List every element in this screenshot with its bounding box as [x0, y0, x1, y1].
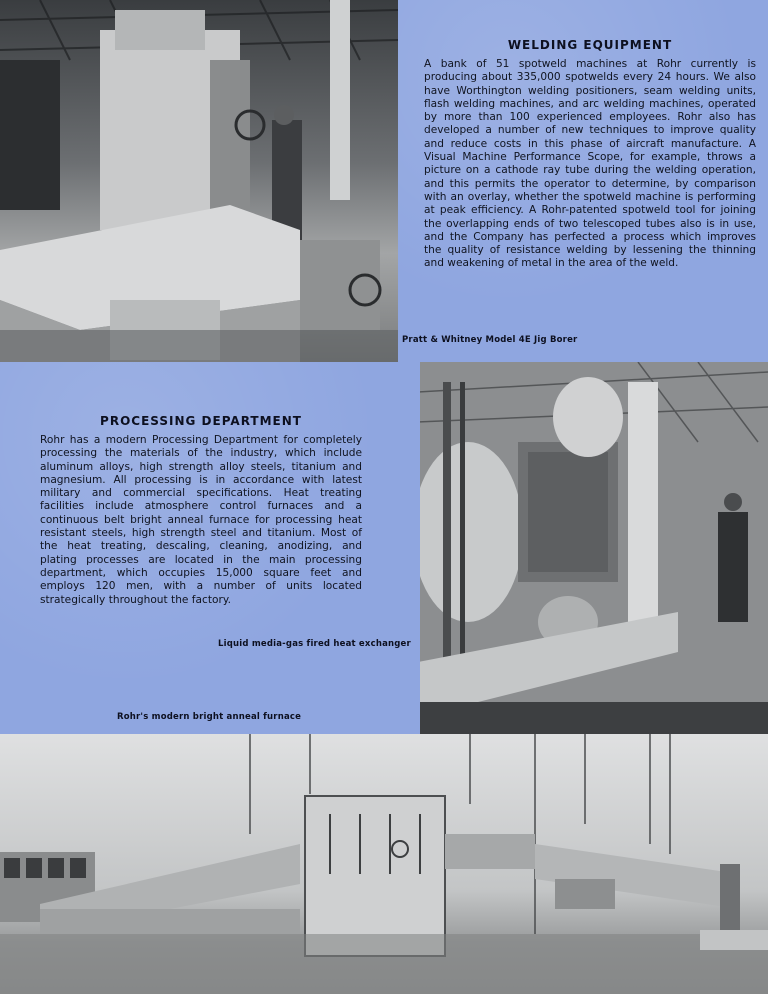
anneal-furnace-photo: [0, 734, 768, 994]
jig-borer-photo: [0, 0, 398, 362]
heat-exchanger-photo: [398, 362, 768, 734]
welding-body: A bank of 51 spotweld machines at Rohr currently is producing about 335,000 spotwelds every 24 hours. We also have Worthington welding positioners, seam welding units, flash welding machines, and arc welding machines, operated by more than 100 experienced employees. Rohr also has developed a number of new techniques to improve quality and reduce costs in this phase of aircraft manufacture. A Visual Machine Performance Scope, for example, throws a picture on a cathode ray tube during the welding operation, and this permits the operator to determine, by comparison with an overlay, whether the spotweld machine is performing at peak efficiency. A Rohr-patented spotweld tool for joining the overlapping ends of two telescoped tubes also is in use, and the Company has perfected a process which improves the quality of resistance welding by lessening the thinning and weakening of metal in the area of the weld.: [424, 58, 756, 270]
anneal-furnace-caption: Rohr's modern bright anneal furnace: [117, 712, 302, 722]
processing-body: Rohr has a modern Processing Department for completely processing the materials of the industry, which include aluminum alloys, high strength alloy steels, titanium and magnesium. All processing is in accordance with latest military and commercial specifications. Heat treating facilities include atmosphere control furnaces and a continuous belt bright anneal furnace for processing heat resistant steels, high strength steel and titanium. Most of the heat treating, descaling, cleaning, anodizing, and plating processes are located in the main processing department, which occupies 15,000 square feet and employs 120 men, with a number of units located strategically throughout the factory.: [40, 434, 362, 606]
welding-heading: WELDING EQUIPMENT: [507, 38, 673, 52]
heat-exchanger-caption: Liquid media-gas fired heat exchanger: [218, 639, 411, 649]
welding-equipment-panel: [398, 0, 768, 362]
jig-borer-caption: Pratt & Whitney Model 4E Jig Borer: [402, 335, 578, 345]
processing-department-panel: [0, 362, 420, 734]
processing-heading: PROCESSING DEPARTMENT: [100, 414, 302, 428]
